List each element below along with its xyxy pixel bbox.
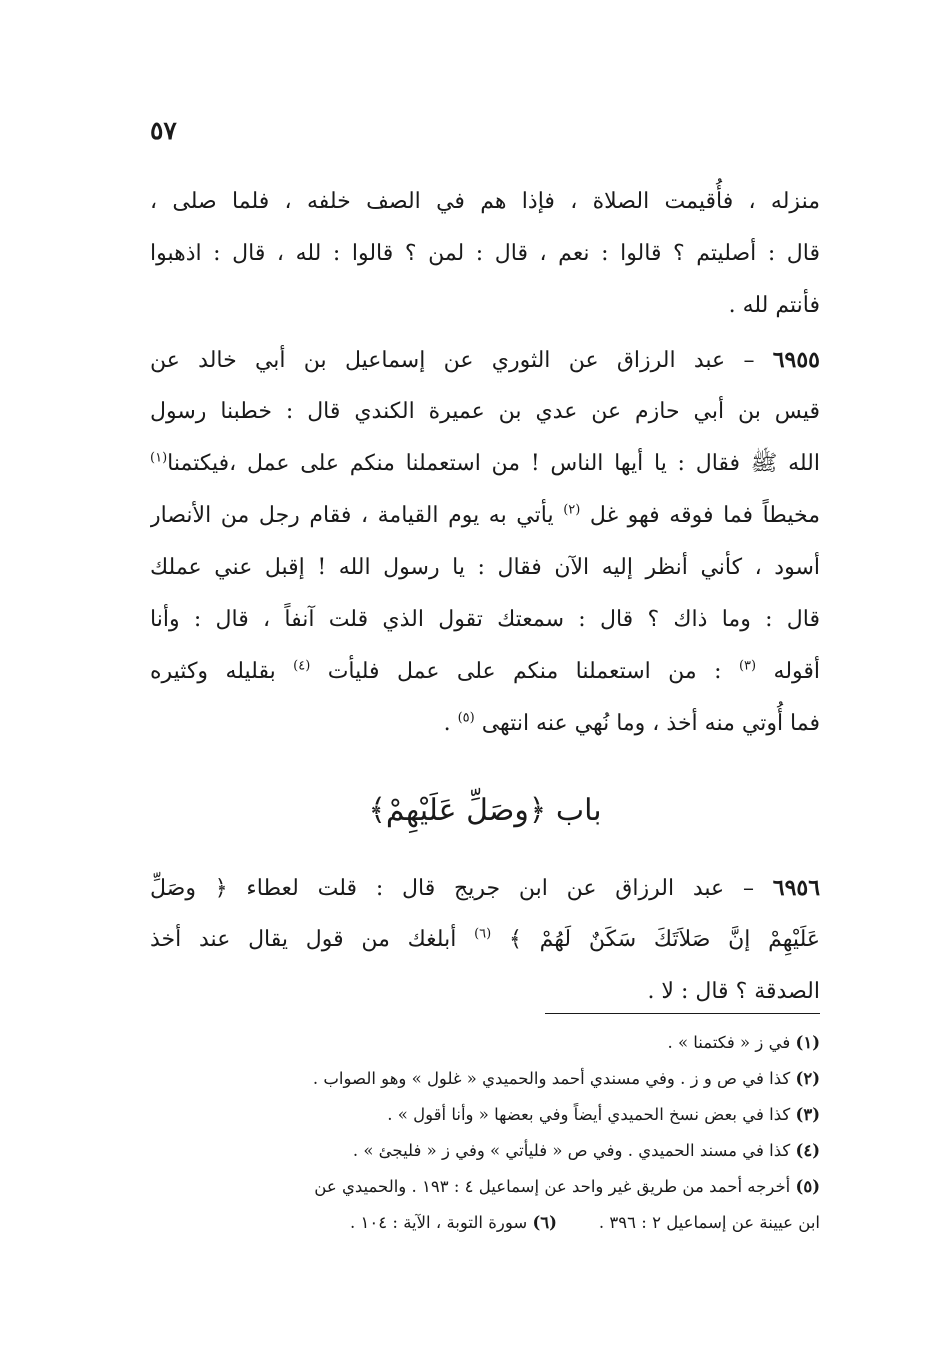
footnote-ref: (١) [150,450,168,466]
hadith-text: – عبد الرزاق عن الثوري عن إسماعيل بن أبي خالد عن [150,348,755,373]
footnote-text: كذا في مسند الحميدي . وفي ص « فليأتي » وفي ز « فليجئ » . [352,1141,791,1160]
text-line [150,646,820,698]
hadith-text: الله ﷺ فقال : يا أيها الناس ! من استعملنا منكم على عمل ،فيكتمنا [167,451,820,476]
hadith-number: ٦٩٥٥ [772,347,820,373]
footnote-number: (١) [795,1033,820,1052]
footnote-number: (٤) [795,1141,820,1160]
text-line: قيس بن أبي حازم عن عدي بن عميرة الكندي قال : خطبنا رسول [150,399,820,424]
footnote [148,1061,820,1097]
footnote-text: ابن عيينة عن إسماعيل ٢ : ٣٩٦ . [598,1213,820,1232]
footnote-text: سورة التوبة ، الآية : ١٠٤ . [350,1213,528,1232]
hadith-text: بقليله وكثيره [150,659,276,684]
footnote-number: (٢) [795,1069,820,1088]
text-line [150,438,820,490]
footnote-text: كذا في بعض نسخ الحميدي أيضاً وفي بعضها « وأنا أقول » . [387,1105,791,1124]
hadith-text: عَلَيْهِمْ إنَّ صَلاَتَكَ سَكَنٌ لَهُمْ ﴾ [508,927,820,952]
hadith-text: فما أُوتي منه أخذ ، وما نُهي عنه انتهى [481,711,820,736]
text-line [150,862,820,914]
footnote-number: (٦) [532,1213,557,1232]
footnote-ref: (٤) [293,658,311,674]
footnote-ref: (٣) [738,658,757,674]
footnote-text: أخرجه أحمد من طريق غير واحد عن إسماعيل ٤ : ١٩٣ . والحميدي عن [314,1177,791,1196]
footnote [148,1025,820,1061]
footnote [148,1097,820,1133]
hadith-text: أبلغك من قول يقال عند أخذ [150,927,457,952]
hadith-text: – عبد الرزاق عن ابن جريج قال : قلت لعطاء ﴿ وصَلِّ [150,876,754,901]
footnote-ref: (٢) [563,502,581,518]
intro-paragraph [150,176,820,332]
text-line: منزله ، فأُقيمت الصلاة ، فإذا هم في الصف خلفه ، فلما صلى ، [150,189,820,214]
text-line: أسود ، كأني أنظر إليه الآن فقال : يا رسول الله ! إقبل عني عملك [150,555,820,580]
footnote-number: (٥) [795,1177,820,1196]
footnote-ref: (٥) [457,710,475,726]
footnote-ref: (٦) [474,926,492,942]
text-line: الصدقة ؟ قال : لا . [647,979,820,1004]
text-line [150,490,820,542]
hadith-text: : من استعملنا منكم على عمل فليأت [327,659,722,684]
footnote-divider [545,1013,820,1014]
footnotes [148,1025,820,1241]
footnote [148,1169,820,1205]
text-line: فأنتم لله . [728,293,820,318]
footnote-continuation [148,1205,820,1241]
text-line [150,914,820,966]
hadith-text: . [443,711,451,736]
hadith-number: ٦٩٥٦ [772,875,820,901]
chapter-title: باب ﴿وصَلِّ عَلَيْهِمْ﴾ [368,793,602,828]
footnote-text: كذا في ص و ز . وفي مسندي أحمد والحميدي « غلول » وهو الصواب . [312,1069,791,1088]
page-number: ٥٧ [150,116,177,145]
text-line [150,698,820,750]
footnote [148,1133,820,1169]
hadith-6955 [150,334,820,750]
text-line: قال : وما ذاك ؟ قال : سمعتك تقول الذي قلت آنفاً ، قال : وأنا [150,607,820,632]
footnote-text: في ز « فكتمنا » . [667,1033,791,1052]
text-line: قال : أصليتم ؟ قالوا : نعم ، قال : لمن ؟ قالوا : لله ، قال : اذهبوا [150,241,820,266]
hadith-text: مخيطاً فما فوقه فهو غل [589,503,820,528]
footnote-number: (٣) [795,1105,820,1124]
hadith-6956 [150,862,820,1018]
hadith-text: يأتي به يوم القيامة ، فقام رجل من الأنصار [150,503,554,528]
hadith-text: أقوله [773,659,820,684]
text-line [150,334,820,386]
